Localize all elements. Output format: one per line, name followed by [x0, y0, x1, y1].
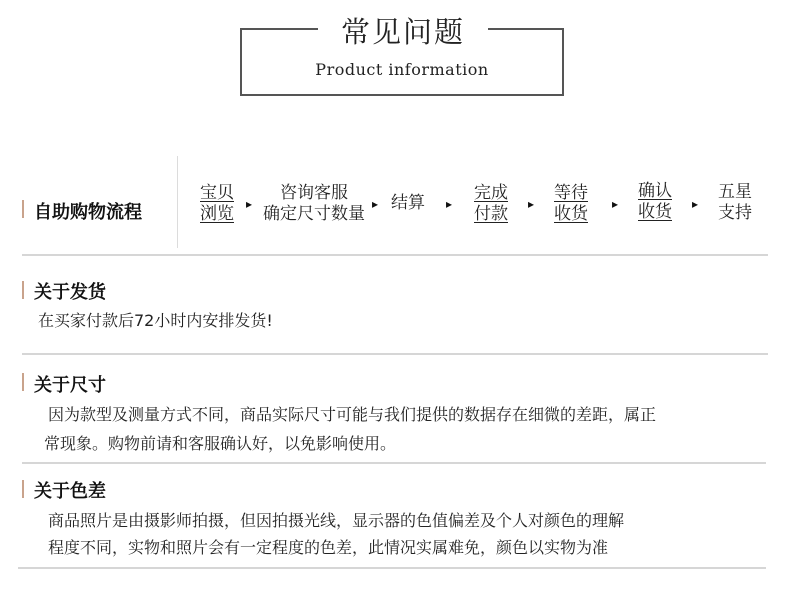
section-accent-bar [22, 281, 24, 299]
step-consult-line1: 咨询客服 [280, 183, 348, 203]
divider [18, 567, 766, 569]
step-pay-line2: 付款 [474, 204, 508, 224]
step-checkout-line1: 结算 [391, 193, 425, 213]
page-subtitle: Product information [315, 60, 489, 79]
section-accent-bar [22, 200, 24, 218]
size-text-line1: 因为款型及测量方式不同，商品实际尺寸可能与我们提供的数据存在细微的差距，属正 [48, 405, 657, 424]
process-title: 自助购物流程 [34, 202, 142, 223]
divider [22, 254, 768, 256]
step-wait-line1: 等待 [554, 183, 588, 203]
step-five-star-line1: 五星 [718, 182, 752, 202]
color-text-line2: 程度不同，实物和照片会有一定程度的色差，此情况实属难免，颜色以实物为准 [48, 538, 609, 557]
arrow-right-icon: ▸ [528, 197, 535, 211]
step-confirm-line2: 收货 [638, 202, 672, 222]
step-consult [256, 183, 372, 225]
step-pay[interactable] [468, 183, 514, 225]
process-divider [177, 156, 178, 248]
step-confirm-line1: 确认 [638, 181, 672, 201]
color-text-line1: 商品照片是由摄影师拍摄，但因拍摄光线，显示器的色值偏差及个人对颜色的理解 [48, 511, 625, 530]
step-five-star-line2: 支持 [718, 203, 752, 223]
shipping-text: 在买家付款后72小时内安排发货! [38, 311, 273, 330]
step-browse-line1: 宝贝 [200, 183, 234, 203]
color-title: 关于色差 [34, 481, 106, 502]
step-checkout [385, 193, 431, 214]
size-title: 关于尺寸 [34, 375, 106, 396]
arrow-right-icon: ▸ [612, 197, 619, 211]
shipping-title: 关于发货 [34, 282, 106, 303]
size-text-line2: 常现象。购物前请和客服确认好，以免影响使用。 [44, 434, 397, 453]
step-confirm-receipt[interactable] [632, 181, 678, 223]
step-browse[interactable] [194, 183, 240, 225]
arrow-right-icon: ▸ [372, 197, 379, 211]
step-five-star [712, 182, 758, 224]
section-accent-bar [22, 480, 24, 498]
section-accent-bar [22, 373, 24, 391]
step-pay-line1: 完成 [474, 183, 508, 203]
page-title: 常见问题 [318, 10, 488, 54]
arrow-right-icon: ▸ [692, 197, 699, 211]
arrow-right-icon: ▸ [246, 197, 253, 211]
divider [22, 353, 768, 355]
step-wait-line2: 收货 [554, 204, 588, 224]
step-consult-line2: 确定尺寸数量 [263, 204, 365, 224]
step-wait-delivery[interactable] [548, 183, 594, 225]
step-browse-line2: 浏览 [200, 204, 234, 224]
divider [22, 462, 766, 464]
arrow-right-icon: ▸ [446, 197, 453, 211]
